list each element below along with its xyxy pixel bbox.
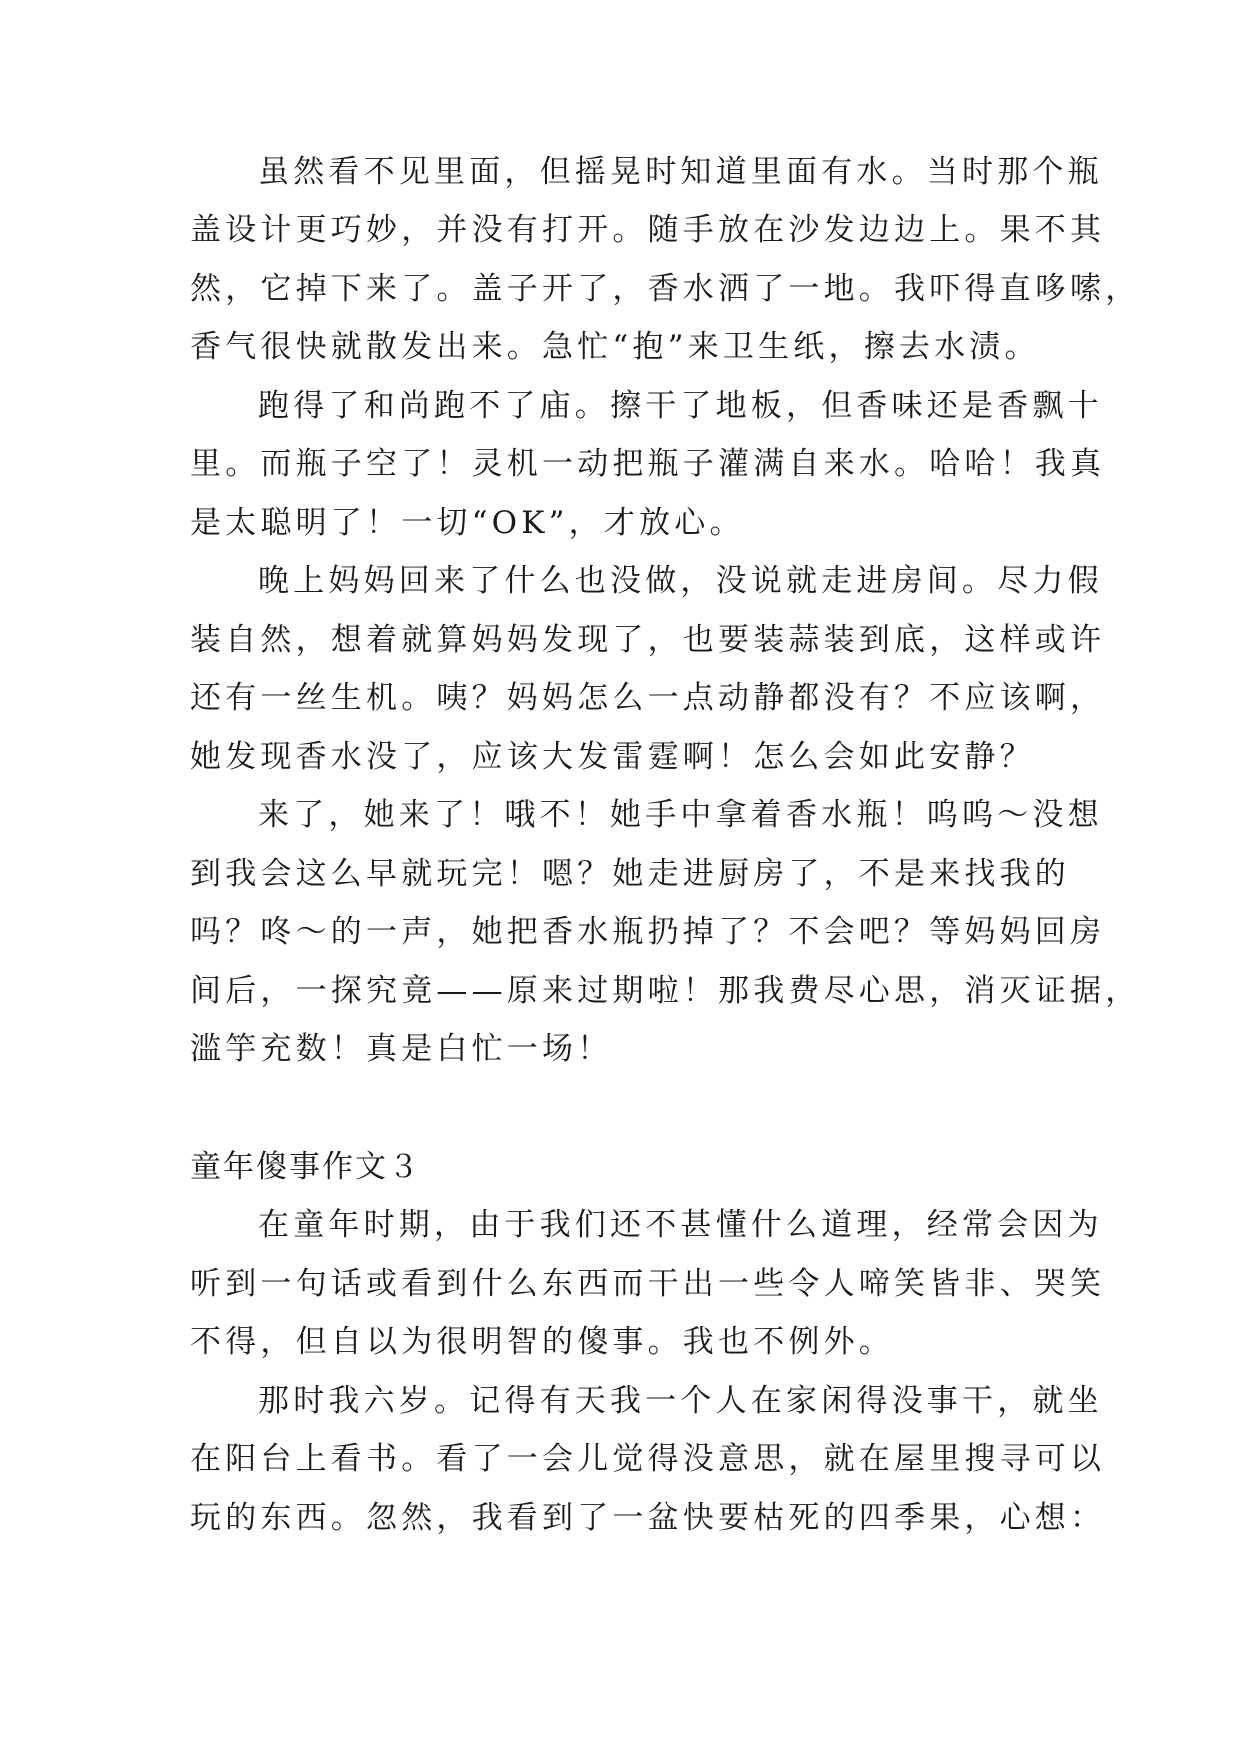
paragraph-line: 晚上妈妈回来了什么也没做，没说就走进房间。尽力假 [258, 563, 1103, 599]
paragraph-line: 她发现香水没了，应该大发雷霆啊！怎么会如此安静？ [190, 739, 1035, 775]
paragraph-line: 在阳台上看书。看了一会儿觉得没意思，就在屋里搜寻可以 [190, 1441, 1106, 1477]
paragraph-line: 还有一丝生机。咦？妈妈怎么一点动静都没有？不应该啊， [190, 680, 1106, 716]
paragraph-line: 里。而瓶子空了！灵机一动把瓶子灌满自来水。哈哈！我真 [190, 446, 1106, 482]
paragraph-line: 听到一句话或看到什么东西而干出一些令人啼笑皆非、哭笑 [190, 1266, 1106, 1302]
paragraph-line: 不得，但自以为很明智的傻事。我也不例外。 [190, 1324, 894, 1360]
paragraph-line: 香气很快就散发出来。急忙“抱”来卫生纸，擦去水渍。 [190, 329, 1040, 365]
paragraph-line: 然，它掉下来了。盖子开了，香水洒了一地。我吓得直哆嗦， [190, 271, 1141, 307]
paragraph-line: 间后，一探究竟——原来过期啦！那我费尽心思，消灭证据， [190, 973, 1141, 1009]
paragraph-line: 吗？咚～的一声，她把香水瓶扔掉了？不会吧？等妈妈回房 [190, 914, 1106, 950]
paragraph-line: 到我会这么早就玩完！嗯？她走进厨房了，不是来找我的 [190, 856, 1070, 892]
paragraph-line: 跑得了和尚跑不了庙。擦干了地板，但香味还是香飘十 [258, 388, 1103, 424]
paragraph-line: 虽然看不见里面，但摇晃时知道里面有水。当时那个瓶 [258, 154, 1103, 190]
paragraph-line: 在童年时期，由于我们还不甚懂什么道理，经常会因为 [258, 1207, 1103, 1243]
paragraph-line: 装自然，想着就算妈妈发现了，也要装蒜装到底，这样或许 [190, 622, 1106, 658]
section-heading: 童年傻事作文３ [190, 1149, 421, 1185]
paragraph-line: 来了，她来了！哦不！她手中拿着香水瓶！呜呜～没想 [258, 797, 1103, 833]
paragraph-line: 那时我六岁。记得有天我一个人在家闲得没事干，就坐 [258, 1383, 1103, 1419]
paragraph-line: 是太聪明了！一切“OK”，才放心。 [190, 505, 745, 541]
paragraph-line: 滥竽充数！真是白忙一场！ [190, 1031, 613, 1067]
paragraph-line: 盖设计更巧妙，并没有打开。随手放在沙发边边上。果不其 [190, 212, 1106, 248]
paragraph-line: 玩的东西。忽然，我看到了一盆快要枯死的四季果，心想： [190, 1500, 1106, 1536]
